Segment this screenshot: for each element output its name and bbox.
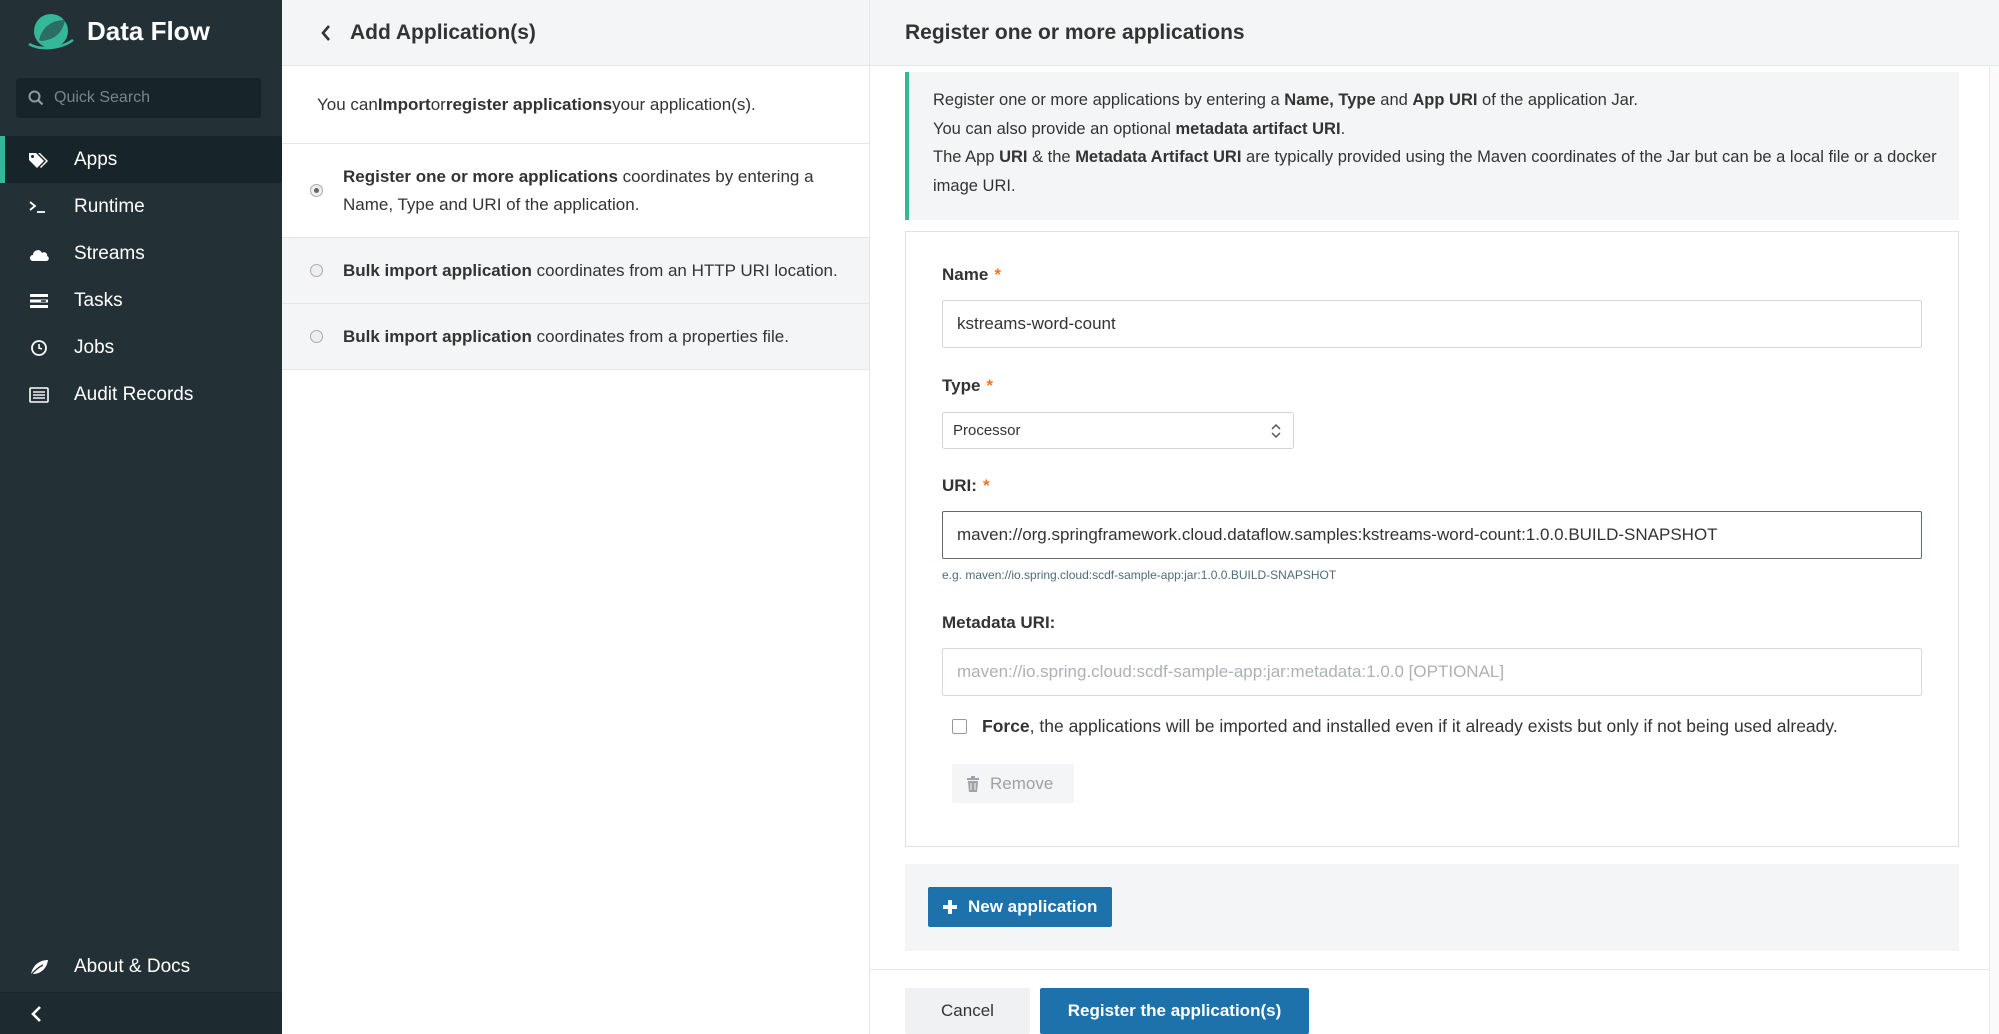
radio-register[interactable] bbox=[310, 184, 323, 197]
info-text: of the application Jar. bbox=[1477, 91, 1638, 109]
type-select[interactable] bbox=[942, 412, 1294, 449]
sidebar-nav bbox=[0, 136, 282, 418]
sidebar bbox=[0, 0, 282, 1034]
brand-title: Data Flow bbox=[87, 15, 210, 46]
intro-text-part: or bbox=[430, 94, 446, 114]
brand[interactable] bbox=[25, 10, 210, 52]
uri-label bbox=[942, 476, 990, 496]
required-mark: * bbox=[982, 476, 990, 495]
remove-label: Remove bbox=[990, 773, 1054, 793]
metadata-uri-input[interactable] bbox=[942, 648, 1922, 696]
option-bold: Bulk import application bbox=[343, 326, 532, 346]
register-panel bbox=[870, 0, 1999, 1034]
section-title: Register one or more applications bbox=[905, 20, 1245, 44]
name-label bbox=[942, 265, 1001, 285]
sidebar-item-runtime[interactable] bbox=[0, 183, 282, 230]
intro-text-part: your application(s). bbox=[612, 94, 756, 114]
sidebar-item-streams[interactable] bbox=[0, 230, 282, 277]
plus-icon bbox=[942, 899, 958, 915]
add-applications-panel bbox=[282, 0, 870, 1034]
new-application-section bbox=[905, 864, 1959, 951]
remove-button[interactable] bbox=[952, 764, 1074, 803]
chevron-left-icon bbox=[30, 1005, 42, 1023]
sidebar-item-label: Apps bbox=[74, 148, 118, 170]
tasks-icon bbox=[28, 290, 50, 312]
option-rest: coordinates from a properties file. bbox=[531, 326, 789, 346]
leaf-icon bbox=[28, 956, 50, 978]
option-register-applications[interactable] bbox=[282, 144, 869, 238]
info-line bbox=[933, 143, 1959, 200]
sidebar-item-label: About & Docs bbox=[74, 955, 191, 977]
new-application-button[interactable] bbox=[928, 887, 1112, 927]
option-text bbox=[343, 163, 839, 219]
required-mark: * bbox=[986, 376, 994, 395]
info-line bbox=[933, 115, 1959, 144]
tags-icon bbox=[28, 149, 50, 171]
search-icon bbox=[28, 90, 44, 106]
label-text: Name bbox=[942, 265, 989, 284]
info-text: . bbox=[1340, 119, 1346, 138]
sidebar-item-label: Jobs bbox=[74, 336, 115, 358]
option-bold: Bulk import application bbox=[343, 260, 532, 280]
spring-logo-icon bbox=[25, 10, 77, 52]
register-applications-button[interactable]: Register the application(s) bbox=[1040, 988, 1309, 1034]
force-rest: , the applications will be imported and installed even if it already exists but only if not being used already. bbox=[1029, 716, 1838, 736]
option-text bbox=[343, 323, 789, 351]
info-bold: URI bbox=[999, 148, 1028, 166]
force-option bbox=[952, 716, 1838, 737]
info-bold: Name, Type bbox=[1284, 91, 1376, 109]
cancel-button[interactable]: Cancel bbox=[905, 988, 1030, 1034]
force-checkbox[interactable] bbox=[952, 719, 967, 734]
sidebar-item-apps[interactable] bbox=[0, 136, 282, 183]
page-title: Add Application(s) bbox=[350, 20, 536, 44]
sidebar-item-label: Tasks bbox=[74, 289, 123, 311]
force-bold: Force bbox=[982, 716, 1030, 736]
option-bold: Register one or more applications bbox=[343, 166, 618, 186]
uri-hint: e.g. maven://io.spring.cloud:scdf-sample-app:jar:1.0.0.BUILD-SNAPSHOT bbox=[942, 568, 1337, 582]
info-text: You can also provide an optional bbox=[933, 119, 1176, 138]
info-text: & the bbox=[1027, 148, 1076, 166]
list-icon bbox=[28, 384, 50, 406]
option-rest: coordinates from an HTTP URI location. bbox=[531, 260, 838, 280]
uri-input[interactable] bbox=[942, 511, 1922, 559]
info-bold: App URI bbox=[1412, 91, 1478, 109]
panel-header bbox=[282, 0, 869, 66]
new-application-label: New application bbox=[968, 897, 1098, 916]
sidebar-collapse-button[interactable] bbox=[0, 992, 282, 1034]
intro-text-part: You can bbox=[317, 94, 378, 114]
trash-icon bbox=[966, 776, 980, 792]
quick-search-input[interactable] bbox=[54, 89, 244, 107]
sidebar-item-label: Audit Records bbox=[74, 383, 194, 405]
sidebar-item-tasks[interactable] bbox=[0, 277, 282, 324]
info-line bbox=[933, 86, 1959, 115]
sidebar-item-jobs[interactable] bbox=[0, 324, 282, 371]
name-input[interactable] bbox=[942, 300, 1922, 348]
info-bold: metadata artifact URI bbox=[1175, 119, 1341, 138]
required-mark: * bbox=[994, 265, 1001, 284]
label-text: URI: bbox=[942, 476, 977, 495]
back-chevron-icon[interactable] bbox=[320, 24, 332, 42]
option-bulk-import-properties[interactable] bbox=[282, 304, 869, 370]
type-label bbox=[942, 376, 993, 396]
intro-text-bold: Import bbox=[377, 94, 431, 114]
intro-text bbox=[282, 66, 869, 144]
scrollbar[interactable] bbox=[1989, 66, 1999, 1034]
sidebar-item-about-docs[interactable] bbox=[0, 943, 282, 990]
footer-divider bbox=[870, 969, 1999, 970]
cloud-icon bbox=[28, 243, 50, 265]
select-caret-icon bbox=[1271, 421, 1281, 441]
force-text bbox=[982, 716, 1838, 737]
type-select-value: Processor bbox=[953, 422, 1021, 439]
terminal-icon bbox=[28, 196, 50, 218]
radio-bulk-http[interactable] bbox=[310, 264, 323, 277]
option-text bbox=[343, 257, 838, 285]
sidebar-item-label: Streams bbox=[74, 242, 145, 264]
metadata-uri-label: Metadata URI: bbox=[942, 613, 1056, 632]
info-callout bbox=[905, 72, 1959, 220]
info-bold: Metadata Artifact URI bbox=[1075, 148, 1242, 166]
info-text: The App bbox=[933, 148, 1000, 166]
sidebar-item-audit-records[interactable] bbox=[0, 371, 282, 418]
quick-search[interactable] bbox=[16, 78, 261, 118]
info-text: and bbox=[1375, 91, 1413, 109]
radio-bulk-properties[interactable] bbox=[310, 330, 323, 343]
panel-header bbox=[870, 0, 1999, 66]
option-rest: coordinates by entering a Name, Type and URI of the application. bbox=[343, 166, 814, 214]
option-bulk-import-http[interactable] bbox=[282, 238, 869, 304]
info-text: are typically provided using the Maven coordinates of the Jar but can be a local file or a docker image URI. bbox=[933, 148, 1937, 195]
label-text: Type bbox=[942, 376, 981, 395]
intro-text-bold: register applications bbox=[445, 94, 613, 114]
application-form bbox=[905, 231, 1959, 847]
sidebar-item-label: Runtime bbox=[74, 195, 145, 217]
clock-icon bbox=[28, 337, 50, 359]
info-text: Register one or more applications by entering a bbox=[933, 91, 1285, 109]
